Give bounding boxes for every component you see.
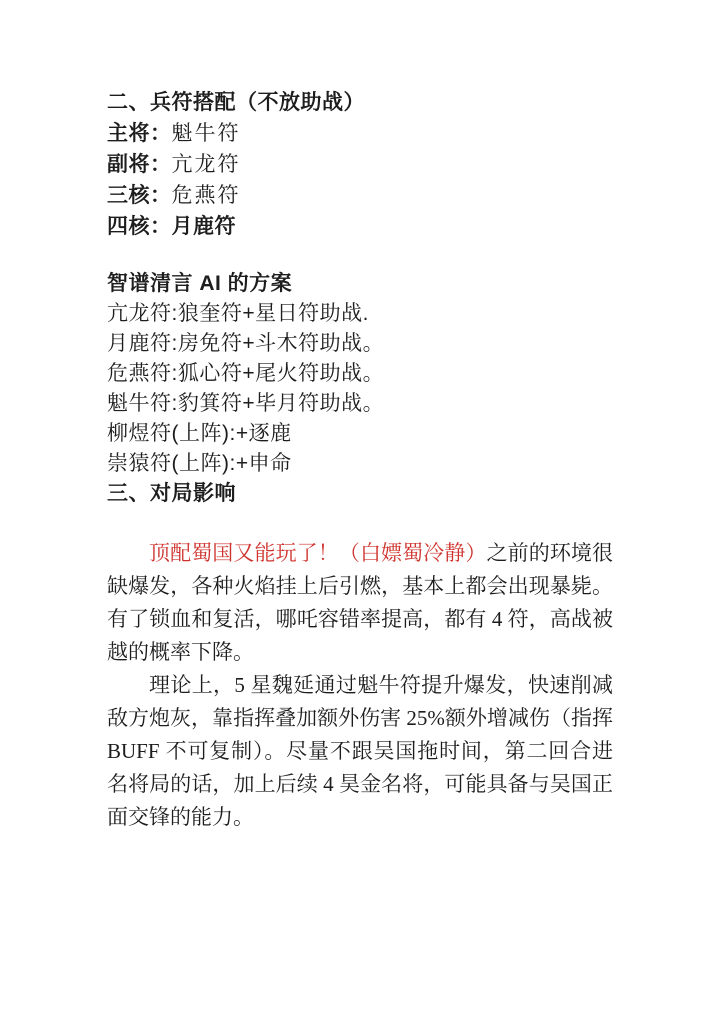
plan-item: 崇猿符(上阵):+申命 <box>107 452 292 475</box>
plan-item: 柳煜符(上阵):+逐鹿 <box>107 422 292 445</box>
role-line-core4 <box>107 211 613 242</box>
role-label: 主将： <box>107 122 172 145</box>
role-value: 月鹿符 <box>171 215 236 238</box>
paragraph-text: 之前的环境很缺爆发，各种火焰挂上后引燃，基本上都会出现暴毙。有了锁血和复活，哪吒容错率提高，都有 4 符，高战被越的概率下降。 <box>107 541 614 664</box>
role-label: 三核： <box>107 184 172 207</box>
impact-paragraph-1 <box>107 537 613 669</box>
plan-item: 亢龙符:狼奎符+星日符助战. <box>107 302 369 325</box>
role-value: 亢龙符 <box>171 152 241 176</box>
ai-plan-heading: 智谱清言 AI 的方案 <box>107 272 293 295</box>
section2-heading: 二、兵符搭配（不放助战） <box>107 91 365 114</box>
role-value: 魁牛符 <box>171 121 241 145</box>
role-label: 四核： <box>107 215 172 238</box>
role-line-main <box>107 118 613 149</box>
role-label: 副将： <box>107 153 172 176</box>
role-line-deputy <box>107 149 613 180</box>
plan-item: 危燕符:狐心符+尾火符助战。 <box>107 362 385 385</box>
role-value: 危燕符 <box>171 183 241 207</box>
role-line-core3 <box>107 180 613 211</box>
plan-item: 月鹿符:房免符+斗木符助战。 <box>107 332 385 355</box>
highlighted-phrase: 顶配蜀国又能玩了！（白嫖蜀冷静） <box>149 541 487 565</box>
impact-paragraph-2: 理论上，5 星魏延通过魁牛符提升爆发，快速削减敌方炮灰，靠指挥叠加额外伤害 25%额外增减伤（指挥 BUFF 不可复制）。尽量不跟吴国拖时间，第二回合进名将局的话，加上后续 4 昊金名将，可能具备与吴国正面交锋的能力。 <box>107 673 613 829</box>
plan-item: 魁牛符:豹箕符+毕月符助战。 <box>107 392 385 415</box>
section3-heading: 三、对局影响 <box>107 482 236 505</box>
